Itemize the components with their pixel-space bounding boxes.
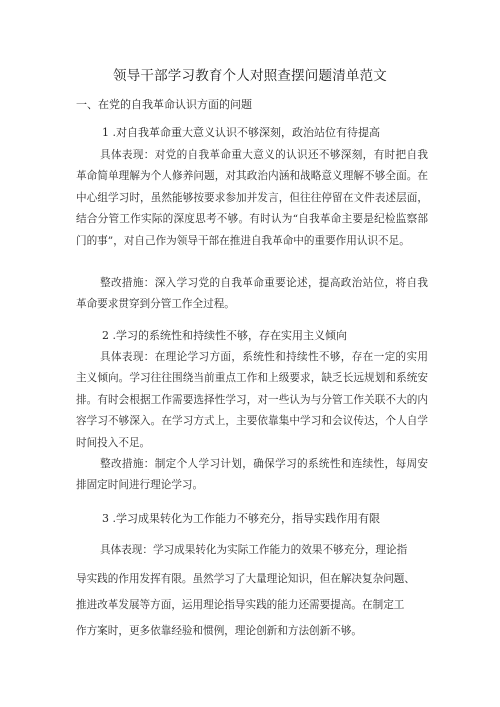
section-heading-1: 一、在党的自我革命认识方面的问题	[76, 98, 252, 111]
document-title: 领导干部学习教育个人对照查摆问题清单范文	[113, 68, 387, 84]
item-3-performance-line: 具体表现：学习成果转化为实际工作能力的效果不够充分，理论指	[100, 544, 408, 556]
item-heading-3: 3 .学习成果转化为工作能力不够充分，指导实践作用有限	[102, 512, 380, 525]
item-3-performance-line: 作方案时，更多依靠经验和惯例，理论创新和方法创新不够。	[76, 625, 363, 637]
item-heading-1: 1 .对自我革命重大意义认识不够深刻，政治站位有待提高	[102, 126, 380, 139]
item-2-measures-paragraph: 整改措施：制定个人学习计划，确保学习的系统性和连续性，每周安排固定时间进行理论学习。	[76, 458, 428, 492]
item-3-performance-line: 推进改革发展等方面，运用理论指导实践的能力还需要提高。在制定工	[76, 599, 405, 611]
item-3-performance-line: 导实践的作用发挥有限。虽然学习了大量理论知识，但在解决复杂问题、	[76, 573, 415, 585]
item-2-performance-paragraph: 具体表现：在理论学习方面，系统性和持续性不够，存在一定的实用主义倾向。学习往往围绕当前重点工作和上级要求，缺乏长远规划和系统安排。有时会根据工作需要选择性学习，对一些认为与分管工作关联不大的内容学习不够深入。在学习方式上，主要依靠集中学习和会议传达，个人自学时间投入不足。	[76, 351, 428, 449]
item-heading-2: 2 .学习的系统性和持续性不够，存在实用主义倾向	[102, 329, 347, 342]
item-1-measures-paragraph: 整改措施：深入学习党的自我革命重要论述，提高政治站位，将自我革命要求贯穿到分管工作全过程。	[76, 277, 428, 311]
item-1-performance-paragraph: 具体表现：对党的自我革命重大意义的认识还不够深刻，有时把自我革命简单理解为个人修养问题，对其政治内涵和战略意义理解不够全面。在中心组学习时，虽然能够按要求参加并发言，但往往停留在文件表述层面，结合分管工作实际的深度思考不够。有时认为“自我革命主要是纪检监察部门的事”，对自己作为领导干部在推进自我革命中的重要作用认识不足。	[76, 149, 428, 247]
